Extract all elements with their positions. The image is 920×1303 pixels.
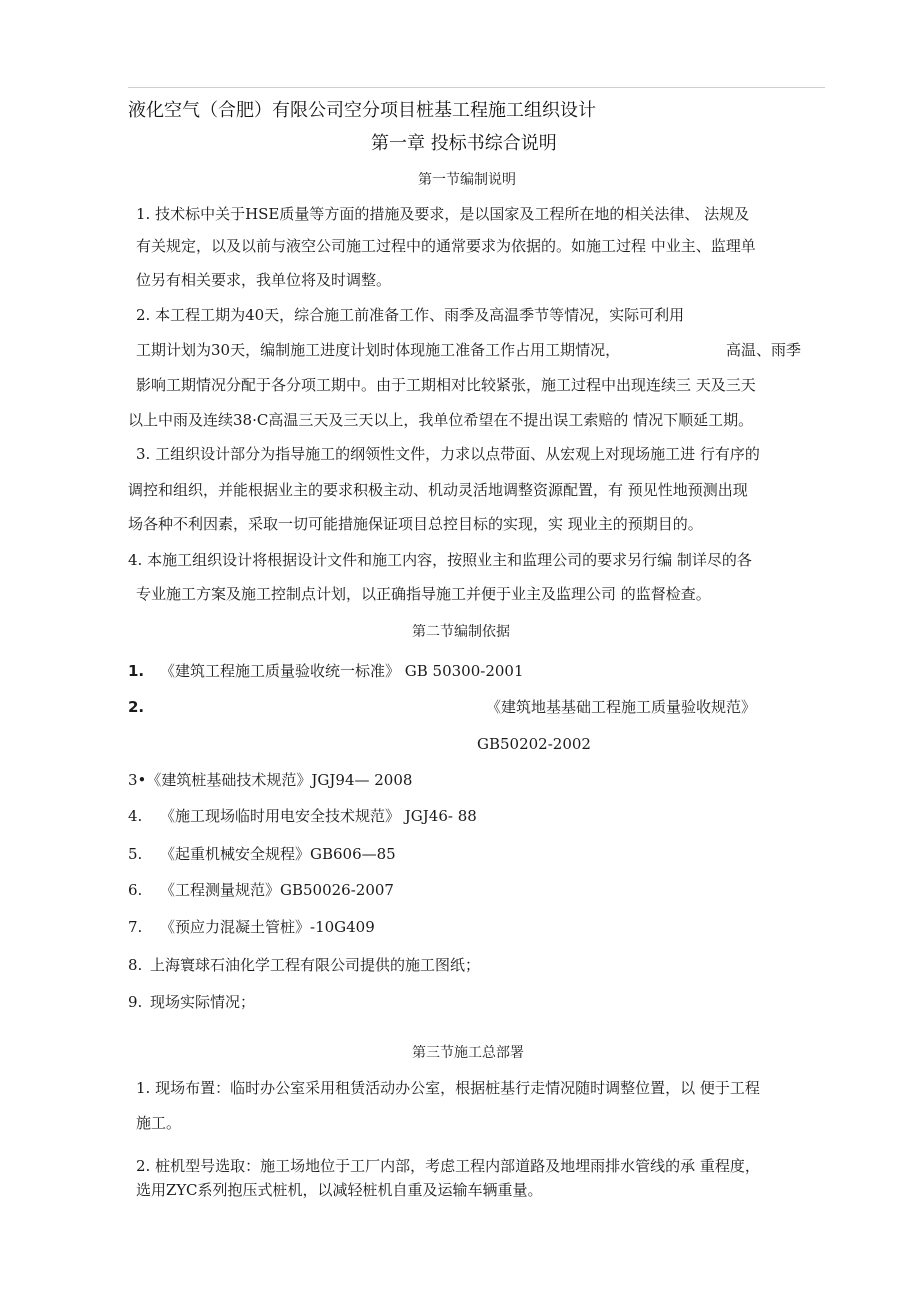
section1-line: 位另有相关要求，我单位将及时调整。	[136, 271, 392, 289]
reference-item: 《预应力混凝土管桩》-10G409	[160, 918, 375, 936]
reference-item: 3•《建筑桩基础技术规范》JGJ94— 2008	[128, 771, 413, 789]
section3-line: 施工。	[136, 1114, 182, 1132]
reference-item: GB50202-2002	[477, 735, 591, 753]
reference-item: 《工程测量规范》GB50026-2007	[160, 881, 394, 899]
section1-line: 以上中雨及连续38·C高温三天及三天以上，我单位希望在不提出误工索赔的 情况下顺延工期。	[128, 411, 754, 429]
section1-line: 有关规定，以及以前与液空公司施工过程中的通常要求为依据的。如施工过程 中业主、监理单	[136, 237, 756, 255]
document-title: 液化空气（合肥）有限公司空分项目桩基工程施工组织设计	[128, 100, 596, 121]
section1-line: 1. 技术标中关于HSE质量等方面的措施及要求，是以国家及工程所在地的相关法律、 法规及	[136, 205, 750, 223]
reference-number: 2.	[128, 698, 145, 716]
reference-number: 7.	[128, 918, 143, 936]
reference-item: 《起重机械安全规程》GB606—85	[160, 845, 396, 863]
reference-item: 《建筑工程施工质量验收统一标准》 GB 50300-2001	[160, 662, 524, 680]
section3-line: 2. 桩机型号选取：施工场地位于工厂内部，考虑工程内部道路及地埋雨排水管线的承 重程度，	[136, 1157, 760, 1175]
reference-number: 4.	[128, 807, 143, 825]
section1-line: 场各种不利因素，采取一切可能措施保证项目总控目标的实现，实 现业主的预期目的。	[128, 515, 703, 533]
section1-line: 影响工期情况分配于各分项工期中。由于工期相对比较紧张，施工过程中出现连续三 天及三天	[136, 376, 756, 394]
section1-line: 4. 本施工组织设计将根据设计文件和施工内容，按照业主和监理公司的要求另行编 制详尽的各	[128, 551, 752, 569]
reference-number: 5.	[128, 845, 143, 863]
section1-line: 2. 本工程工期为40天，综合施工前准备工作、雨季及高温季节等情况，实际可利用	[136, 306, 685, 324]
reference-number: 8.	[128, 956, 143, 974]
section1-heading: 第一节编制说明	[418, 172, 516, 188]
section1-line: 工期计划为30天，编制施工进度计划时体现施工准备工作占用工期情况，	[136, 341, 621, 359]
chapter-title: 第一章 投标书综合说明	[371, 133, 557, 154]
section3-line: 选用ZYC系列抱压式桩机，以减轻桩机自重及运输车辆重量。	[136, 1181, 543, 1199]
section1-line: 3. 工组织设计部分为指导施工的纲领性文件，力求以点带面、从宏观上对现场施工进 行有序的	[136, 445, 760, 463]
reference-number: 1.	[128, 662, 145, 680]
reference-item: 现场实际情况；	[150, 993, 256, 1011]
section1-line: 高温、雨季	[726, 341, 802, 359]
reference-item: 《施工现场临时用电安全技术规范》 JGJ46- 88	[160, 807, 477, 825]
header-rule	[128, 87, 825, 88]
section3-line: 1. 现场布置：临时办公室采用租赁活动办公室，根据桩基行走情况随时调整位置，以 便于工程	[136, 1079, 760, 1097]
section3-heading: 第三节施工总部署	[412, 1045, 524, 1061]
section1-line: 专业施工方案及施工控制点计划，以正确指导施工并便于业主及监理公司 的监督检查。	[136, 585, 711, 603]
section2-heading: 第二节编制依据	[412, 624, 510, 640]
reference-item: 上海寰球石油化学工程有限公司提供的施工图纸；	[150, 956, 481, 974]
reference-number: 9.	[128, 993, 143, 1011]
reference-item: 《建筑地基基础工程施工质量验收规范》	[486, 698, 757, 716]
reference-number: 6.	[128, 881, 143, 899]
section1-line: 调控和组织，并能根据业主的要求积极主动、机动灵活地调整资源配置，有 预见性地预测出现	[128, 481, 748, 499]
